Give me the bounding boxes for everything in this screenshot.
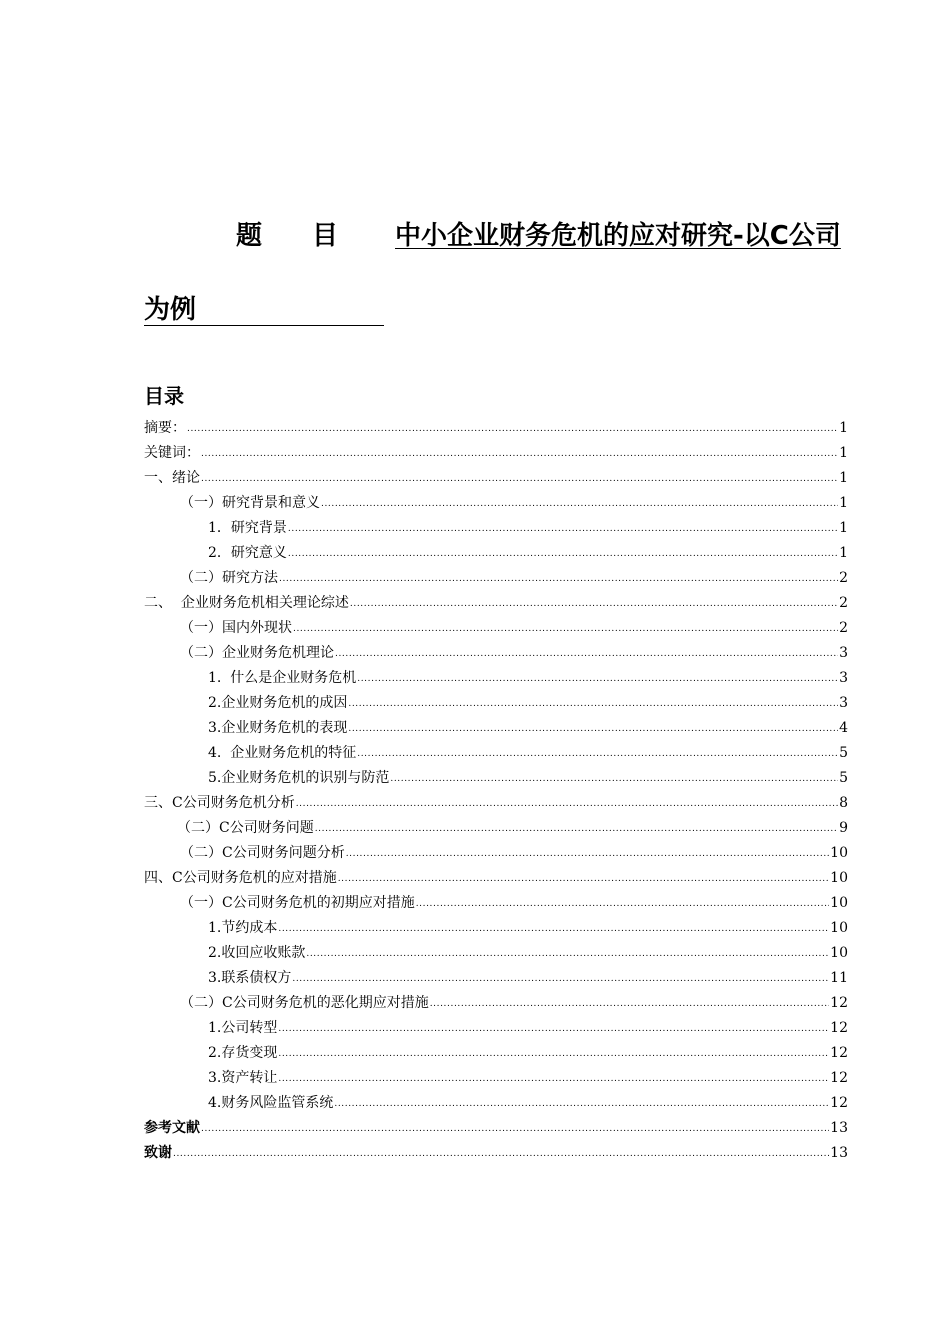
toc-entry-label: 三、C公司财务危机分析 [144, 795, 295, 811]
toc-entry-label: （二）C公司财务问题分析 [180, 845, 345, 861]
toc-entry-page-number: 3 [839, 645, 848, 661]
toc-entry-label: 关键词： [144, 445, 200, 461]
toc-leader-dots [315, 820, 838, 838]
toc-leader-dots [416, 895, 829, 913]
toc-entry-page-number: 1 [839, 520, 848, 536]
toc-entry[interactable] [144, 638, 848, 663]
toc-entry-page-number: 9 [839, 820, 848, 836]
toc-leader-dots [348, 720, 838, 738]
toc-leader-dots [201, 1120, 829, 1138]
toc-entry[interactable] [144, 713, 848, 738]
toc-leader-dots [357, 670, 838, 688]
toc-entry[interactable] [144, 838, 848, 863]
toc-entry[interactable] [144, 738, 848, 763]
toc-entry-page-number: 12 [830, 995, 848, 1011]
toc-entry-page-number: 2 [839, 620, 848, 636]
toc-entry-label: 1.节约成本 [208, 920, 278, 936]
toc-entry[interactable] [144, 613, 848, 638]
toc-entry-page-number: 8 [839, 795, 848, 811]
title-text-line-1: 中小企业财务危机的应对研究-以C公司 [395, 221, 841, 251]
toc-entry-page-number: 12 [830, 1045, 848, 1061]
toc-leader-dots [173, 1145, 829, 1163]
toc-leader-dots [390, 770, 838, 788]
toc-entry[interactable] [144, 463, 848, 488]
toc-entry-label: 致谢 [144, 1145, 172, 1161]
toc-leader-dots [288, 545, 838, 563]
toc-entry[interactable] [144, 588, 848, 613]
toc-leader-dots [201, 470, 838, 488]
toc-entry-label: （二）企业财务危机理论 [180, 645, 334, 661]
toc-leader-dots [334, 1095, 829, 1113]
title-line-2 [144, 292, 384, 328]
toc-entry[interactable] [144, 1088, 848, 1113]
toc-leader-dots [350, 595, 838, 613]
toc-entry-page-number: 1 [839, 445, 848, 461]
toc-entry[interactable] [144, 438, 848, 463]
toc-entry-label: （二）C公司财务危机的恶化期应对措施 [180, 995, 429, 1011]
toc-entry-label: 4.财务风险监管系统 [208, 1095, 334, 1111]
toc-entry-label: 5.企业财务危机的识别与防范 [208, 770, 390, 786]
toc-heading: 目录 [144, 384, 184, 408]
toc-entry-page-number: 11 [830, 970, 848, 986]
toc-entry-label: 1．研究背景 [208, 520, 287, 536]
toc-entry[interactable] [144, 563, 848, 588]
toc-entry[interactable] [144, 988, 848, 1013]
toc-entry[interactable] [144, 688, 848, 713]
toc-entry-label: 一、绪论 [144, 470, 200, 486]
toc-entry-page-number: 1 [839, 545, 848, 561]
toc-entry[interactable] [144, 963, 848, 988]
toc-entry-label: 2.企业财务危机的成因 [208, 695, 348, 711]
toc-entry[interactable] [144, 488, 848, 513]
toc-leader-dots [201, 445, 838, 463]
toc-entry[interactable] [144, 413, 848, 438]
toc-entry-label: 3.企业财务危机的表现 [208, 720, 348, 736]
toc-entry[interactable] [144, 788, 848, 813]
toc-entry-label: 四、C公司财务危机的应对措施 [144, 870, 337, 886]
toc-entry-label: （一）国内外现状 [180, 620, 292, 636]
toc-entry[interactable] [144, 813, 848, 838]
toc-entry-page-number: 10 [830, 845, 848, 861]
toc-entry[interactable] [144, 888, 848, 913]
toc-entry[interactable] [144, 938, 848, 963]
toc-entry-label: 3.资产转让 [208, 1070, 278, 1086]
title-line-1 [236, 218, 848, 254]
toc-leader-dots [338, 870, 829, 888]
toc-leader-dots [292, 970, 829, 988]
toc-leader-dots [430, 995, 829, 1013]
toc-entry-page-number: 10 [830, 870, 848, 886]
toc-leader-dots [348, 695, 838, 713]
toc-entry[interactable] [144, 763, 848, 788]
table-of-contents [144, 413, 848, 1163]
toc-entry-label: 3.联系债权方 [208, 970, 292, 986]
toc-entry-label: 2.收回应收账款 [208, 945, 306, 961]
toc-entry-page-number: 13 [830, 1145, 848, 1161]
toc-entry-page-number: 3 [839, 695, 848, 711]
toc-leader-dots [278, 1045, 829, 1063]
toc-entry-page-number: 2 [839, 570, 848, 586]
title-label: 题目 [236, 221, 389, 251]
toc-entry[interactable] [144, 663, 848, 688]
title-text-line-2: 为例 [144, 295, 384, 326]
toc-entry[interactable] [144, 1113, 848, 1138]
toc-entry[interactable] [144, 913, 848, 938]
toc-entry-label: （二）C公司财务问题 [177, 820, 314, 836]
toc-entry-page-number: 10 [830, 895, 848, 911]
toc-entry-page-number: 5 [839, 745, 848, 761]
toc-entry-page-number: 2 [839, 595, 848, 611]
toc-leader-dots [306, 945, 829, 963]
toc-entry[interactable] [144, 1063, 848, 1088]
toc-entry-page-number: 10 [830, 920, 848, 936]
toc-entry-page-number: 12 [830, 1070, 848, 1086]
toc-entry-page-number: 1 [839, 495, 848, 511]
toc-entry-label: 1.公司转型 [208, 1020, 278, 1036]
toc-entry[interactable] [144, 863, 848, 888]
toc-entry-label: 参考文献 [144, 1120, 200, 1136]
toc-leader-dots [357, 745, 838, 763]
toc-entry-page-number: 12 [830, 1020, 848, 1036]
toc-entry-label: （一）研究背景和意义 [180, 495, 320, 511]
toc-entry-label: 4. 企业财务危机的特征 [208, 745, 357, 761]
toc-leader-dots [278, 1020, 829, 1038]
toc-entry[interactable] [144, 1013, 848, 1038]
toc-leader-dots [278, 920, 829, 938]
toc-entry-page-number: 10 [830, 945, 848, 961]
toc-entry[interactable] [144, 1038, 848, 1063]
toc-entry-label: （二）研究方法 [180, 570, 278, 586]
toc-entry[interactable] [144, 1138, 848, 1163]
toc-entry-label: 2.存货变现 [208, 1045, 278, 1061]
toc-leader-dots [335, 645, 838, 663]
toc-leader-dots [321, 495, 838, 513]
toc-entry-page-number: 12 [830, 1095, 848, 1111]
toc-entry-label: 1. 什么是企业财务危机 [208, 670, 357, 686]
toc-entry[interactable] [144, 513, 848, 538]
toc-entry-page-number: 4 [839, 720, 848, 736]
toc-entry-page-number: 13 [830, 1120, 848, 1136]
toc-entry-page-number: 3 [839, 670, 848, 686]
toc-entry-label: （一）C公司财务危机的初期应对措施 [180, 895, 415, 911]
toc-leader-dots [278, 1070, 829, 1088]
toc-entry-label: 摘要： [144, 420, 186, 436]
toc-leader-dots [293, 620, 838, 638]
toc-entry-page-number: 1 [839, 420, 848, 436]
toc-entry-page-number: 5 [839, 770, 848, 786]
toc-entry-page-number: 1 [839, 470, 848, 486]
toc-leader-dots [296, 795, 838, 813]
toc-entry-label: 2．研究意义 [208, 545, 287, 561]
toc-leader-dots [346, 845, 829, 863]
toc-entry-label: 二、 企业财务危机相关理论综述 [144, 595, 349, 611]
toc-leader-dots [288, 520, 838, 538]
toc-leader-dots [279, 570, 838, 588]
toc-leader-dots [187, 420, 838, 438]
toc-entry[interactable] [144, 538, 848, 563]
